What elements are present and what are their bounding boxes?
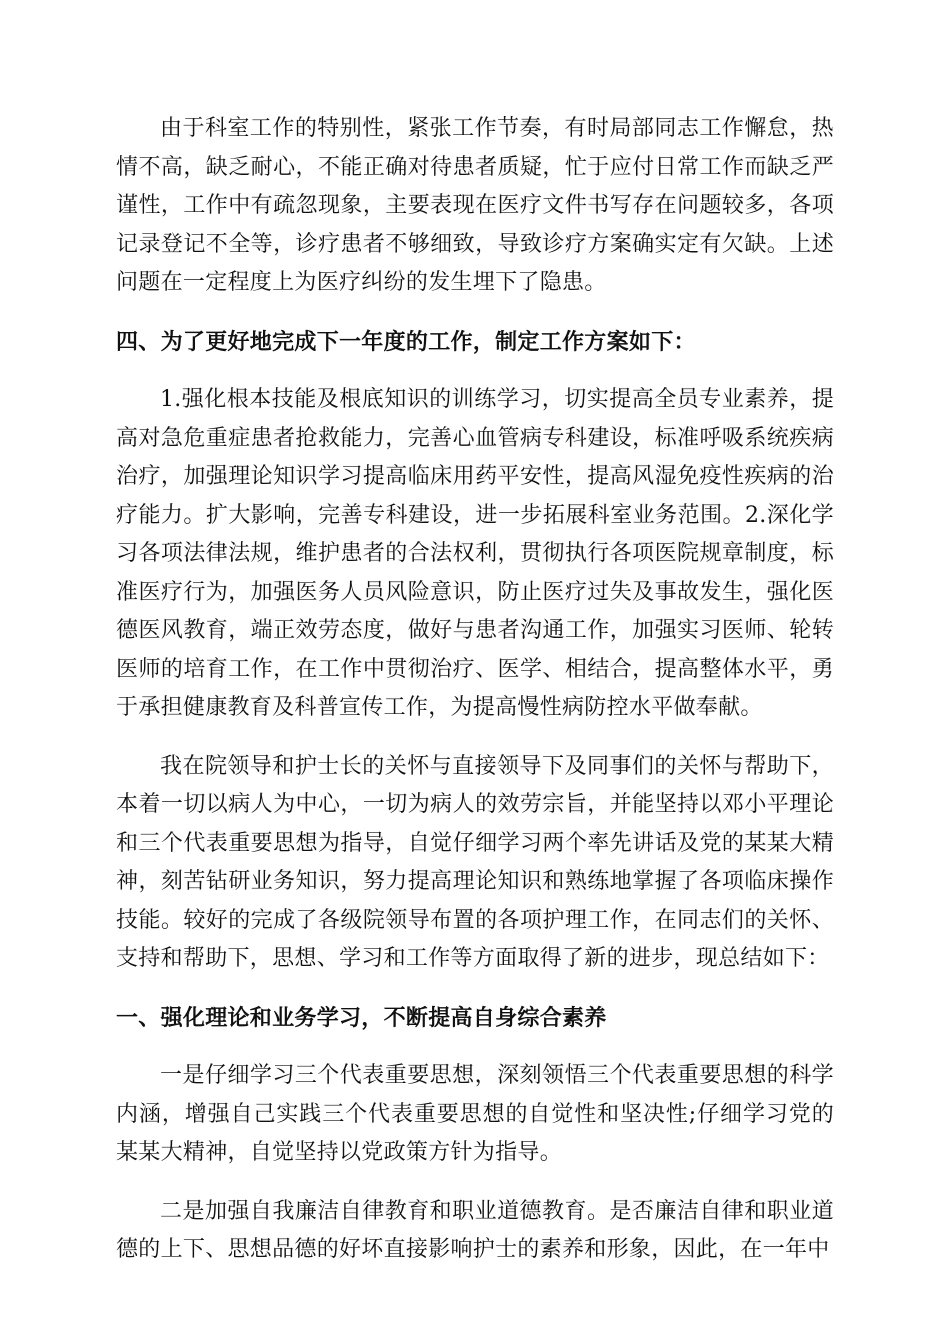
paragraph-plan-items: 1.强化根本技能及根底知识的训练学习，切实提高全员专业素养，提高对急危重症患者抢救能力，完善心血管病专科建设，标准呼吸系统疾病治疗，加强理论知识学习提高临床用药平安性，提高风湿免疫性疾病的治疗能力。扩大影响，完善专科建设，进一步拓展科室业务范围。2.深化学习各项法律法规，维护患者的合法权利，贯彻执行各项医院规章制度，标准医疗行为，加强医务人员风险意识，防止医疗过失及事故发生，强化医德医风教育，端正效劳态度，做好与患者沟通工作，加强实习医师、轮转医师的培育工作，在工作中贯彻治疗、医学、相结合，提高整体水平，勇于承担健康教育及科普宣传工作，为提高慢性病防控水平做奉献。: [116, 387, 834, 720]
document-body: [116, 110, 834, 1290]
paragraph-summary-intro: 我在院领导和护士长的关怀与直接领导下及同事们的关怀与帮助下，本着一切以病人为中心，一切为病人的效劳宗旨，并能坚持以邓小平理论和三个代表重要思想为指导，自觉仔细学习两个率先讲话及党的某某大精神，刻苦钻研业务知识，努力提高理论知识和熟练地掌握了各项临床操作技能。较好的完成了各级院领导布置的各项护理工作，在同志们的关怀、支持和帮助下，思想、学习和工作等方面取得了新的进步，现总结如下：: [116, 753, 834, 971]
section-heading-work-plan: 四、为了更好地完成下一年度的工作，制定工作方案如下：: [116, 328, 696, 355]
section-heading-study: 一、强化理论和业务学习，不断提高自身综合素养: [116, 1004, 607, 1031]
paragraph-point-two: 二是加强自我廉洁自律教育和职业道德教育。是否廉洁自律和职业道德的上下、思想品德的好坏直接影响护士的素养和形象，因此，在一年中: [116, 1198, 834, 1262]
paragraph-point-one: 一是仔细学习三个代表重要思想，深刻领悟三个代表重要思想的科学内涵，增强自己实践三个代表重要思想的自觉性和坚决性;仔细学习党的某某大精神，自觉坚持以党政策方针为指导。: [116, 1063, 834, 1165]
paragraph-department-issues: 由于科室工作的特别性，紧张工作节奏，有时局部同志工作懈怠，热情不高，缺乏耐心，不能正确对待患者质疑，忙于应付日常工作而缺乏严谨性，工作中有疏忽现象，主要表现在医疗文件书写存在问题较多，各项记录登记不全等，诊疗患者不够细致，导致诊疗方案确实定有欠缺。上述问题在一定程度上为医疗纠纷的发生埋下了隐患。: [116, 116, 834, 295]
